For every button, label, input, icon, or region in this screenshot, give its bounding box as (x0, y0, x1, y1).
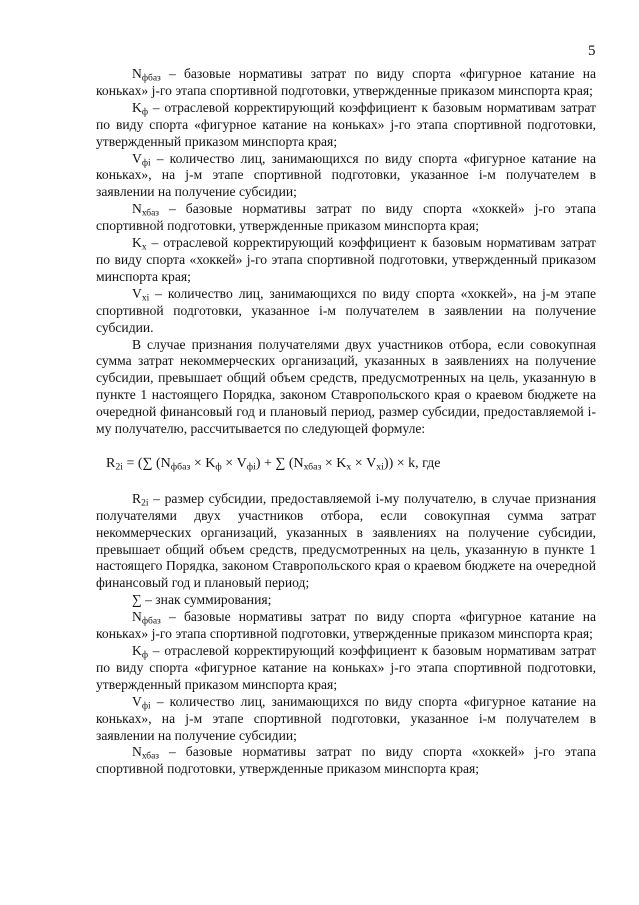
symbol: ∑ (132, 592, 142, 608)
symbol-subscript: ф (141, 107, 148, 118)
definition-text: – базовые нормативы затрат по виду спорта «хоккей» j-го этапа спортивной подготовки, утвержденные приказом минспорта края; (96, 744, 596, 777)
definition-paragraph (96, 643, 596, 694)
definition-text: – базовые нормативы затрат по виду спорта «хоккей» j-го этапа спортивной подготовки, утвержденные приказом минспорта края; (96, 201, 596, 234)
formula: $R_{2i}$ = (∑ $(N_{фбаз} \times K_ф \times V_{фi})$ + ∑ $(N_{хбаз} \times K_х \times V_{хi})) \times k$, где (106, 455, 441, 473)
definition-paragraph (96, 491, 596, 592)
page-number: 5 (588, 43, 596, 59)
symbol: N (132, 609, 142, 625)
definition-text: – отраслевой корректирующий коэффициент к базовым нормативам затрат по виду спорта «фигурное катание на коньках» j-го этапа спортивной подготовки, утвержденный приказом минспорта края; (96, 643, 596, 692)
symbol: V (132, 285, 142, 301)
symbol-subscript: ф (141, 650, 148, 661)
symbol-subscript: фi (141, 701, 151, 712)
symbol: V (132, 693, 142, 709)
symbol-subscript: х (141, 242, 147, 253)
definition-paragraph (96, 286, 596, 337)
symbol: K (132, 99, 142, 115)
symbol-subscript: хбаз (141, 751, 160, 762)
definition-text: – размер субсидии, предоставляемой i-му получателю, в случае признания получателями двух участников отбора, если совокупная сумма затрат некоммерческих организаций, указанных в заявлениях на получение субсидии, превышает общий объем средств, предусмотренных на цель, указанную в пункте 1 настоящего Порядка, законом Ставропольского края о краевом бюджете на очередной финансовый год и плановый период; (96, 490, 596, 591)
document-body (96, 66, 596, 778)
definition-paragraph (96, 151, 596, 202)
definition-paragraph (96, 744, 596, 778)
definition-paragraph (96, 201, 596, 235)
definition-text: – количество лиц, занимающихся по виду спорта «фигурное катание на коньках», на j-м этапе спортивной подготовки, указанное i-м получателем в заявлении на получение субсидии; (96, 150, 596, 200)
symbol-subscript: фi (141, 157, 151, 168)
symbol: N (132, 744, 142, 760)
paragraph-text: В случае признания получателями двух участников отбора, если совокупная сумма затрат некоммерческих организаций, указанных в заявлениях на получение субсидии, превышает общий объем средств, предусмотренных на цель, указанную в пункте 1 настоящего Порядка, законом Ставропольского края о краевом бюджете на очередной финансовый год и плановый период, размер субсидии, предоставляемой i-му получателю, рассчитывается по следующей формуле: (96, 336, 596, 437)
definition-text: – отраслевой корректирующий коэффициент к базовым нормативам затрат по виду спорта «фигурное катание на коньках» j-го этапа спортивной подготовки, утвержденный приказом минспорта края; (96, 99, 596, 149)
definition-text: – знак суммирования; (141, 592, 272, 608)
definition-paragraph (96, 66, 596, 100)
definition-text: – количество лиц, занимающихся по виду спорта «фигурное катание на коньках», на j-м этапе спортивной подготовки, указанное i-м получателем в заявлении на получение субсидии; (96, 693, 596, 743)
symbol-subscript: 2i (141, 498, 149, 509)
symbol: N (132, 201, 142, 217)
symbol-subscript: фбаз (141, 616, 161, 627)
symbol: V (132, 150, 142, 166)
definition-paragraph (96, 609, 596, 643)
symbol: R (132, 490, 142, 506)
definition-paragraph (96, 100, 596, 151)
symbol: K (132, 235, 142, 251)
definition-paragraph (96, 235, 596, 286)
symbol: N (132, 66, 142, 81)
body-paragraph (96, 337, 596, 438)
symbol-subscript: хбаз (141, 208, 160, 219)
symbol-subscript: хi (141, 293, 150, 304)
definition-paragraph (96, 592, 596, 609)
definition-text: – отраслевой корректирующий коэффициент к базовым нормативам затрат по виду спорта «хоккей» j-го этапа спортивной подготовки, утвержденный приказом минспорта края; (96, 235, 596, 284)
definition-text: – количество лиц, занимающихся по виду спорта «хоккей», на j-м этапе спортивной подготовки, указанное i-м получателем в заявлении на получение субсидии. (96, 285, 596, 335)
definition-text: – базовые нормативы затрат по виду спорта «фигурное катание на коньках» j-го этапа спортивной подготовки, утвержденные приказом минспорта края; (96, 609, 596, 642)
definition-text: – базовые нормативы затрат по виду спорта «фигурное катание на коньках» j-го этапа спортивной подготовки, утвержденные приказом минспорта края; (96, 66, 596, 98)
definition-paragraph (96, 694, 596, 745)
symbol: K (132, 643, 142, 658)
symbol-subscript: фбаз (141, 73, 161, 84)
